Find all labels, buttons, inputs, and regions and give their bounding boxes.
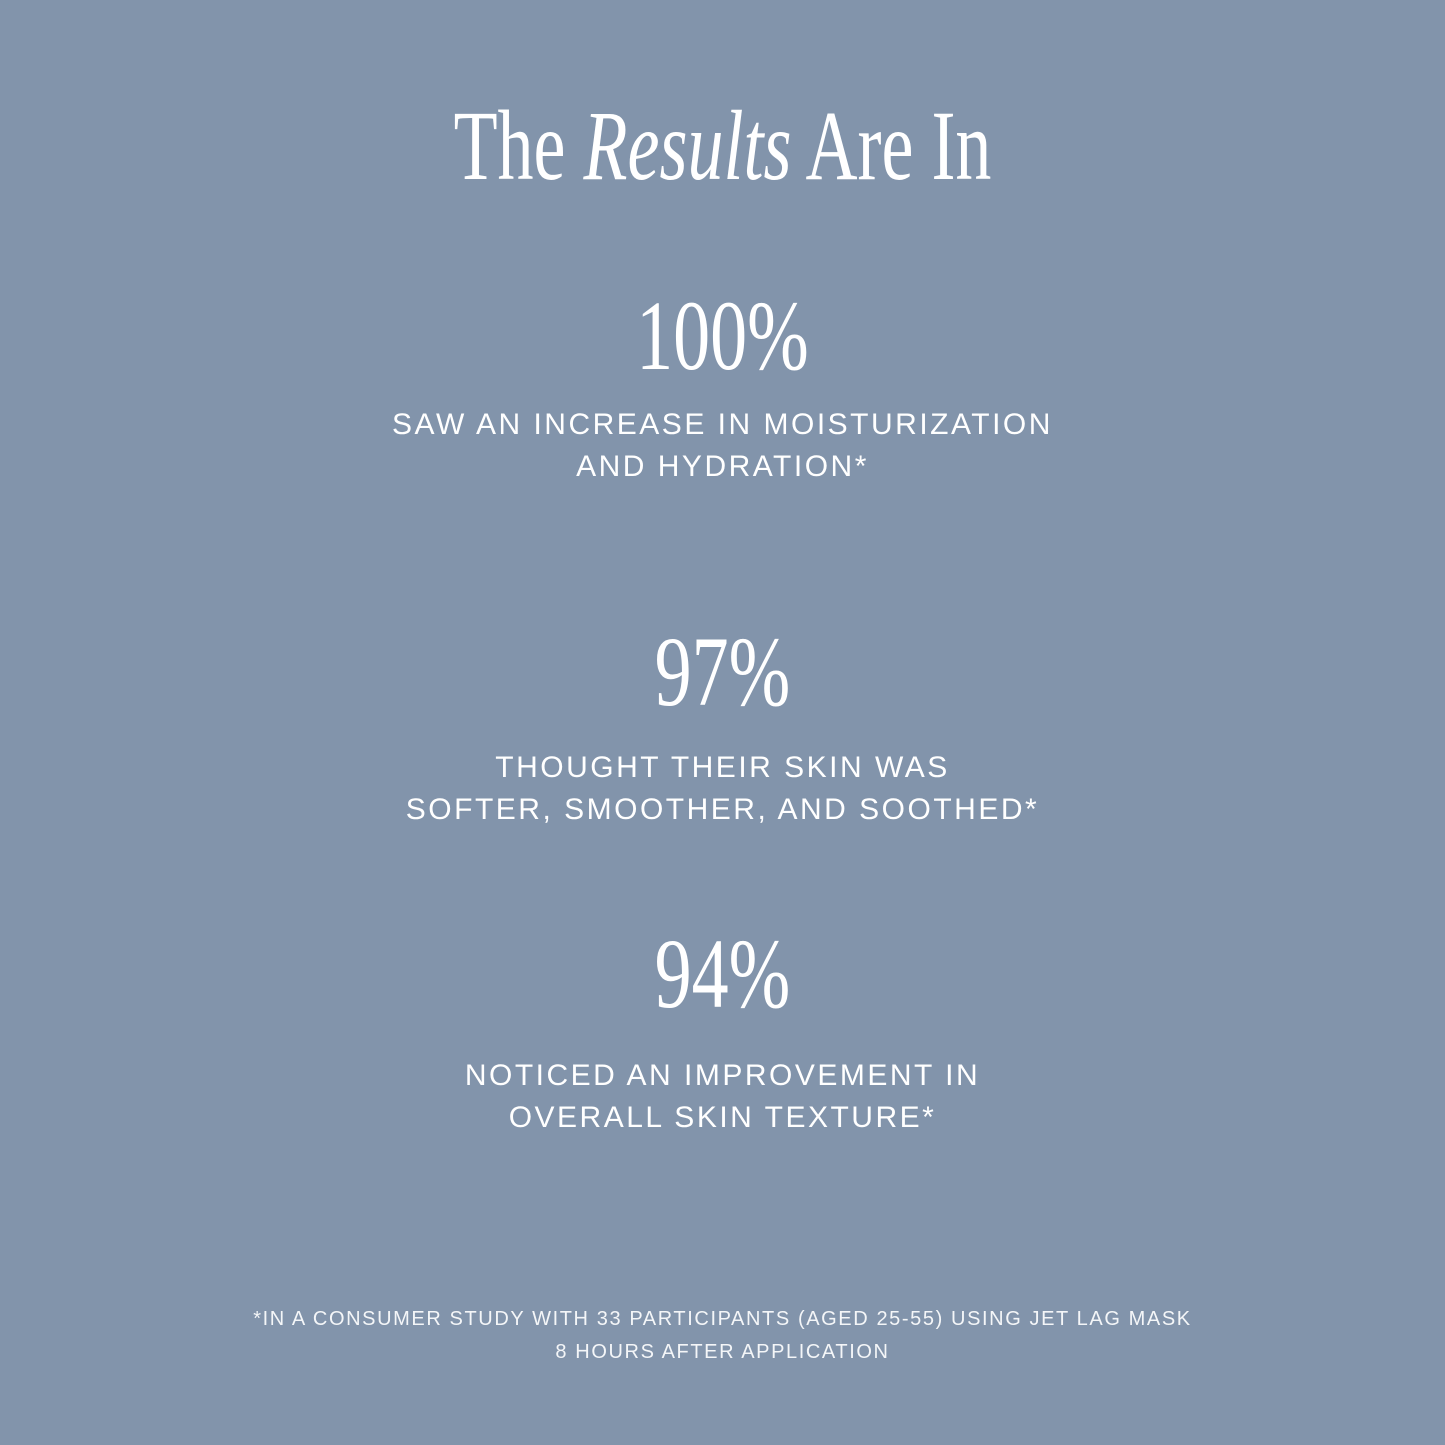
stat-description-skin-texture — [0, 1055, 1445, 1139]
stat-value-moisturization: 100% — [636, 280, 809, 391]
stat-description-line: THOUGHT THEIR SKIN WAS — [495, 751, 950, 784]
stat-description-moisturization — [0, 404, 1445, 488]
stat-description-line: NOTICED AN IMPROVEMENT IN — [464, 1059, 981, 1092]
stat-description-line: SAW AN INCREASE IN MOISTURIZATION — [392, 408, 1053, 441]
stat-description-softer-skin — [0, 747, 1445, 831]
footnote-line: 8 HOURS AFTER APPLICATION — [555, 1341, 890, 1363]
title-emphasis: Results — [583, 90, 792, 201]
stat-value-skin-texture: 94% — [654, 918, 791, 1029]
stat-description-line: AND HYDRATION* — [576, 450, 869, 483]
study-footnote — [0, 1303, 1445, 1369]
stat-value-softer-skin: 97% — [654, 616, 791, 727]
title-prefix: The — [453, 90, 584, 201]
footnote-line: *IN A CONSUMER STUDY WITH 33 PARTICIPANTS (AGED 25-55) USING JET LAG MASK — [253, 1308, 1192, 1330]
stat-description-line: SOFTER, SMOOTHER, AND SOOTHED* — [405, 793, 1040, 826]
page-title — [202, 90, 1242, 201]
stat-description-line: OVERALL SKIN TEXTURE* — [508, 1101, 937, 1134]
title-suffix: Are In — [791, 90, 992, 201]
